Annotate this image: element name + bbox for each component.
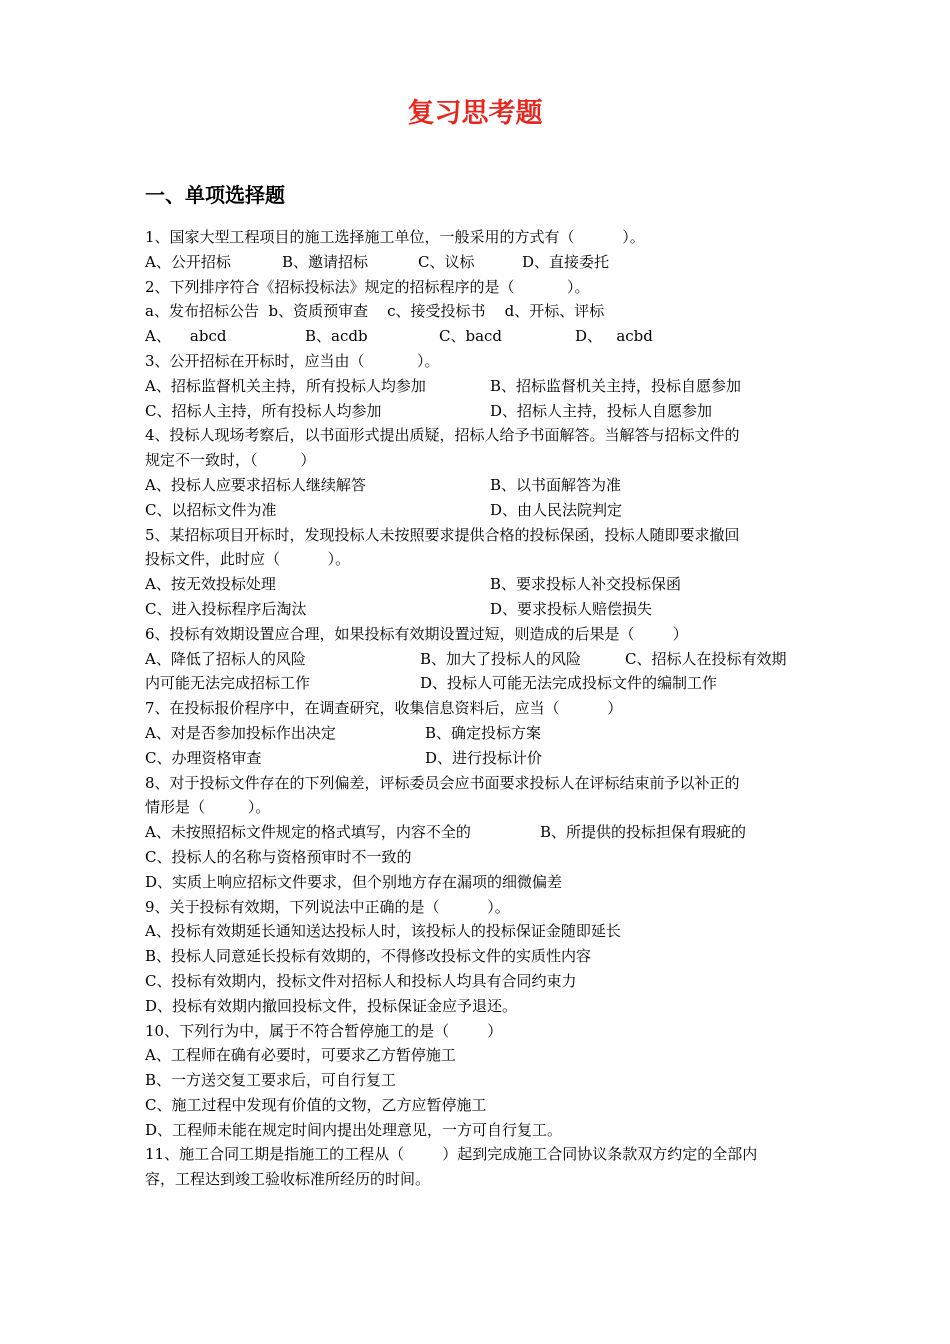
option-d: D、进行投标计价 — [425, 748, 543, 767]
option-b: B、确定投标方案 — [425, 723, 542, 742]
option-d: D、实质上响应招标文件要求，但个别地方存在漏项的细微偏差 — [145, 872, 563, 891]
question-5-stem-line2: 投标文件，此时应（ ）。 — [145, 550, 351, 569]
question-4-stem-line2: 规定不一致时，（ ） — [145, 451, 316, 470]
option-a: A、按无效投标处理 — [145, 575, 276, 594]
option-c: C、办理资格审查 — [145, 748, 262, 767]
option-b: B、要求投标人补交投标保函 — [490, 575, 682, 594]
option-a: A、投标人应要求招标人继续解答 — [145, 475, 366, 494]
option-b: B、所提供的投标担保有瑕疵的 — [540, 823, 747, 842]
question-6-options-cd — [145, 671, 815, 696]
option-d: D、由人民法院判定 — [490, 500, 623, 519]
option-c: C、投标人的名称与资格预审时不一致的 — [145, 847, 412, 866]
option-c: C、进入投标程序后淘汰 — [145, 599, 307, 618]
option-b: B、投标人同意延长投标有效期的，不得修改投标文件的实质性内容 — [145, 947, 592, 966]
question-2-items: a、发布招标公告 b、资质预审查 c、接受投标书 d、开标、评标 — [145, 302, 605, 321]
question-11-stem-line2: 容，工程达到竣工验收标准所经历的时间。 — [145, 1170, 431, 1189]
option-a: A、公开招标 — [145, 252, 231, 271]
question-9-stem: 9、关于投标有效期，下列说法中正确的是（ ）。 — [145, 897, 510, 916]
question-1-stem: 1、国家大型工程项目的施工选择施工单位，一般采用的方式有（ ）。 — [145, 228, 645, 246]
question-8-stem-line1: 8、对于投标文件存在的下列偏差，评标委员会应书面要求投标人在评标结束前予以补正的 — [145, 773, 740, 792]
option-d: D、工程师未能在规定时间内提出处理意见，一方可自行复工。 — [145, 1120, 563, 1139]
option-d: D、投标有效期内撤回投标文件，投标保证金应予退还。 — [145, 996, 518, 1015]
option-d: D、要求投标人赔偿损失 — [490, 599, 653, 618]
question-6-stem: 6、投标有效期设置应合理，如果投标有效期设置过短，则造成的后果是（ ） — [145, 624, 688, 643]
question-5-options-cd — [145, 597, 815, 622]
option-c: C、以招标文件为准 — [145, 500, 277, 519]
question-7-stem: 7、在投标报价程序中，在调查研究，收集信息资料后，应当（ ） — [145, 699, 623, 718]
question-3-options-cd — [145, 399, 815, 424]
option-b: B、加大了投标人的风险 — [420, 649, 582, 668]
question-7-options-ab — [145, 721, 815, 746]
option-b: B、招标监督机关主持，投标自愿参加 — [490, 376, 742, 395]
question-7-options-cd — [145, 746, 815, 771]
question-5-stem-line1: 5、某招标项目开标时，发现投标人未按照要求提供合格的投标保函，投标人随即要求撤回 — [145, 525, 740, 544]
option-a: A、招标监督机关主持，所有投标人均参加 — [145, 376, 426, 395]
question-list — [145, 225, 815, 1192]
question-8-stem-line2: 情形是（ ）。 — [145, 798, 271, 817]
question-2-options — [145, 324, 815, 349]
option-d: D、招标人主持，投标人自愿参加 — [490, 401, 713, 420]
option-c: C、bacd — [439, 327, 503, 346]
question-3-stem: 3、公开招标在开标时，应当由（ ）。 — [145, 351, 440, 370]
option-c: C、招标人主持，所有投标人均参加 — [145, 401, 382, 420]
question-2-stem: 2、下列排序符合《招标投标法》规定的招标程序的是（ ）。 — [145, 277, 590, 296]
option-b: B、以书面解答为准 — [490, 475, 622, 494]
option-a: A、未按照招标文件规定的格式填写，内容不全的 — [145, 823, 471, 842]
option-d: D、投标人可能无法完成投标文件的编制工作 — [420, 674, 718, 693]
option-a: A、工程师在确有必要时，可要求乙方暂停施工 — [145, 1046, 456, 1065]
option-c: C、施工过程中发现有价值的文物，乙方应暂停施工 — [145, 1095, 487, 1114]
option-c: C、议标 — [418, 252, 475, 271]
option-a: A、 abcd — [145, 327, 227, 346]
option-d: D、 acbd — [575, 327, 653, 346]
option-b: B、acdb — [305, 327, 368, 346]
question-3-options-ab — [145, 374, 815, 399]
option-c-continued: 内可能无法完成招标工作 — [145, 674, 311, 693]
page-title: 复习思考题 — [407, 98, 543, 129]
question-4-stem-line1: 4、投标人现场考察后，以书面形式提出质疑，招标人给予书面解答。当解答与招标文件的 — [145, 426, 740, 445]
question-5-options-ab — [145, 572, 815, 597]
question-4-options-cd — [145, 498, 815, 523]
option-c: C、投标有效期内，投标文件对招标人和投标人均具有合同约束力 — [145, 971, 577, 990]
question-11-stem-line1: 11、施工合同工期是指施工的工程从（ ）起到完成施工合同协议条款双方约定的全部内 — [145, 1145, 758, 1164]
option-a: A、对是否参加投标作出决定 — [145, 723, 336, 742]
option-a: A、降低了招标人的风险 — [145, 649, 306, 668]
option-a: A、投标有效期延长通知送达投标人时，该投标人的投标保证金随即延长 — [145, 922, 621, 941]
option-b: B、邀请招标 — [282, 252, 369, 271]
question-6-options-abc — [145, 647, 815, 672]
option-c: C、招标人在投标有效期 — [625, 649, 787, 668]
question-10-stem: 10、下列行为中，属于不符合暂停施工的是（ ） — [145, 1021, 503, 1040]
question-4-options-ab — [145, 473, 815, 498]
option-d: D、直接委托 — [522, 252, 610, 271]
section-heading: 一、单项选择题 — [145, 183, 285, 207]
option-b: B、一方送交复工要求后，可自行复工 — [145, 1071, 397, 1090]
question-8-options-ab — [145, 820, 815, 845]
question-1-options — [145, 250, 815, 275]
